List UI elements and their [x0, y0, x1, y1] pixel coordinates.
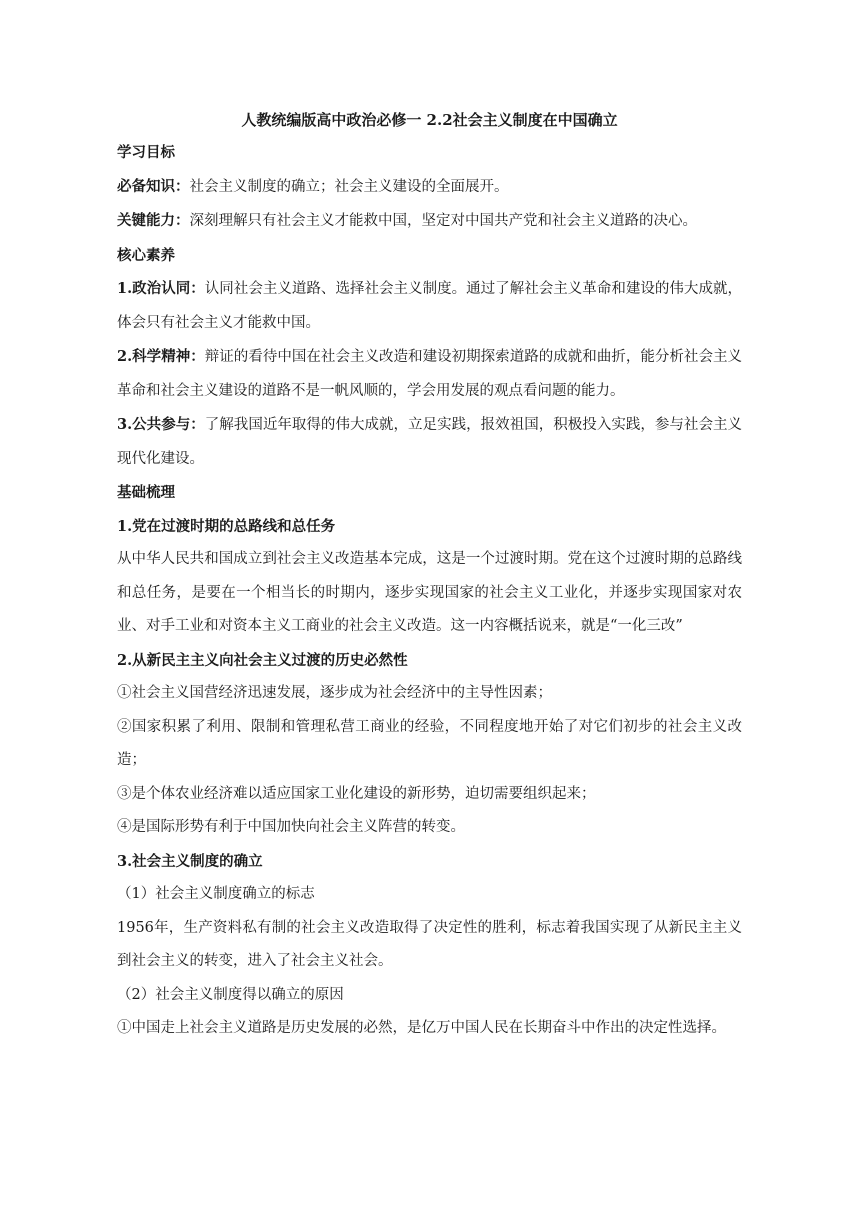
basics-heading: 基础梳理	[117, 484, 175, 501]
part2-item: ②国家积累了利用、限制和管理私营工商业的经验，不同程度地开始了对它们初步的社会主义改造；	[117, 718, 742, 768]
part1-heading: 1.党在过渡时期的总路线和总任务	[117, 517, 336, 535]
part1-text: 从中华人民共和国成立到社会主义改造基本完成，这是一个过渡时期。党在这个过渡时期的总路线和总任务，是要在一个相当长的时期内，逐步实现国家的社会主义工业化，并逐步实现国家对农业、对手工业和对资本主义工商业的社会主义改造。这一内容概括说来，就是“一化三改”	[117, 551, 742, 634]
learning-goals-heading: 学习目标	[117, 144, 175, 161]
part3-sub1-heading: （1）社会主义制度确立的标志	[117, 886, 315, 902]
literacy-item-text: 认同社会主义道路、选择社会主义制度。通过了解社会主义革命和建设的伟大成就，体会只有社会主义才能救中国。	[117, 281, 742, 331]
literacy-item	[117, 340, 742, 408]
knowledge-text: 社会主义制度的确立；社会主义建设的全面展开。	[189, 178, 509, 195]
document-page	[117, 104, 742, 1046]
literacy-item-label: 1.政治认同：	[117, 280, 205, 297]
core-literacy-heading: 核心素养	[117, 246, 175, 264]
part2-item: ④是国际形势有利于中国加快向社会主义阵营的转变。	[117, 819, 465, 835]
literacy-item-text: 辩证的看待中国在社会主义改造和建设初期探索道路的成就和曲折，能分析社会主义革命和社会主义建设的道路不是一帆风顺的，学会用发展的观点看问题的能力。	[117, 349, 742, 399]
literacy-item	[117, 272, 742, 340]
literacy-item-text: 了解我国近年取得的伟大成就，立足实践，报效祖国，积极投入实践，参与社会主义现代化建设。	[117, 417, 742, 467]
document-title: 人教统编版高中政治必修一 2.2社会主义制度在中国确立	[241, 111, 618, 129]
knowledge-paragraph	[117, 170, 742, 205]
part3-sub1-text: 1956年，生产资料私有制的社会主义改造取得了决定性的胜利，标志着我国实现了从新民主主义到社会主义的转变，进入了社会主义社会。	[117, 919, 742, 969]
literacy-item-label: 3.公共参与：	[117, 416, 205, 433]
ability-label: 关键能力：	[117, 212, 190, 229]
part2-item: ①社会主义国营经济迅速发展，逐步成为社会经济中的主导性因素；	[117, 685, 552, 701]
ability-text: 深刻理解只有社会主义才能救中国，坚定对中国共产党和社会主义道路的决心。	[189, 213, 697, 229]
ability-paragraph	[117, 204, 742, 239]
part2-heading: 2.从新民主主义向社会主义过渡的历史必然性	[117, 651, 408, 669]
part3-sub2-heading: （2）社会主义制度得以确立的原因	[117, 986, 344, 1003]
part2-item: ③是个体农业经济难以适应国家工业化建设的新形势，迫切需要组织起来；	[117, 785, 596, 802]
part3-heading: 3.社会主义制度的确立	[117, 852, 263, 870]
part3-sub2-item: ①中国走上社会主义道路是历史发展的必然，是亿万中国人民在长期奋斗中作出的决定性选择。	[117, 1020, 726, 1036]
literacy-item-label: 2.科学精神：	[117, 348, 205, 365]
knowledge-label: 必备知识：	[117, 177, 190, 195]
literacy-item	[117, 408, 742, 476]
